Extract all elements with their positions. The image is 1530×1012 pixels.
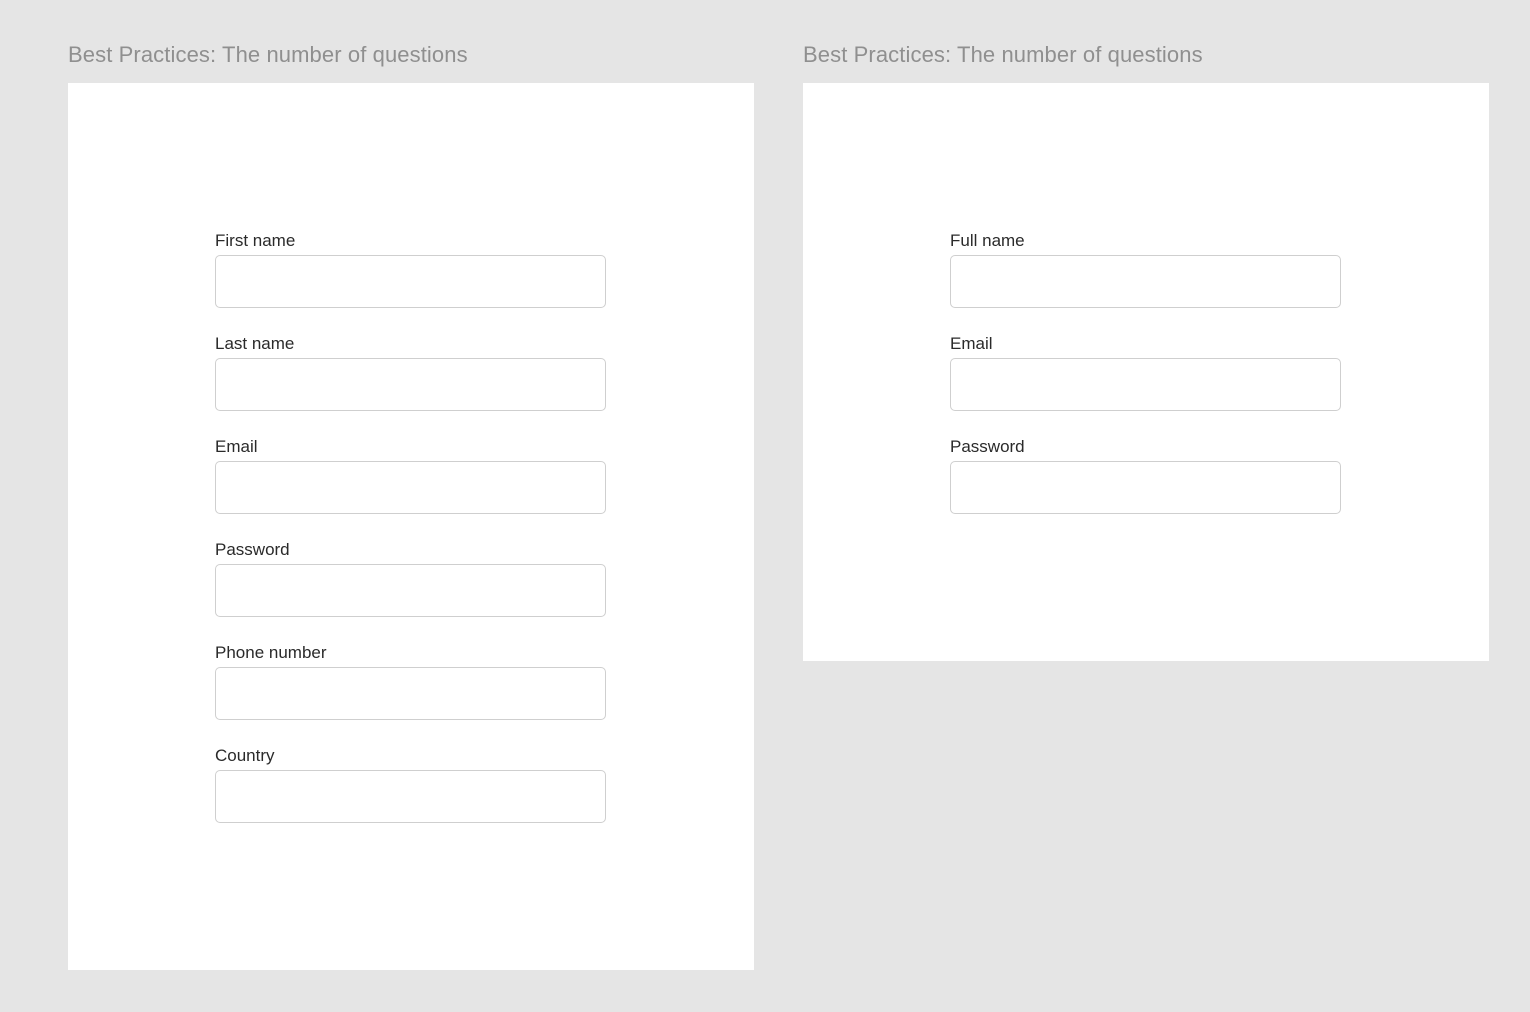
full-name-input[interactable] bbox=[950, 255, 1341, 308]
short-signup-form bbox=[950, 231, 1341, 540]
email-input[interactable] bbox=[950, 358, 1341, 411]
first-name-label: First name bbox=[215, 231, 296, 250]
country-input[interactable] bbox=[215, 770, 606, 823]
left-frame bbox=[68, 83, 754, 970]
password-input[interactable] bbox=[950, 461, 1341, 514]
password-label: Password bbox=[950, 437, 1025, 456]
country-field bbox=[215, 746, 606, 849]
email-field bbox=[215, 437, 606, 540]
last-name-input[interactable] bbox=[215, 358, 606, 411]
right-frame bbox=[803, 83, 1489, 661]
password-label: Password bbox=[215, 540, 290, 559]
last-name-field bbox=[215, 334, 606, 437]
left-frame-title: Best Practices: The number of questions bbox=[68, 42, 468, 67]
last-name-label: Last name bbox=[215, 334, 295, 353]
phone-number-input[interactable] bbox=[215, 667, 606, 720]
email-label: Email bbox=[215, 437, 258, 456]
password-field bbox=[950, 437, 1341, 540]
password-field bbox=[215, 540, 606, 643]
first-name-input[interactable] bbox=[215, 255, 606, 308]
long-signup-form bbox=[215, 231, 606, 849]
email-field bbox=[950, 334, 1341, 437]
first-name-field bbox=[215, 231, 606, 334]
email-input[interactable] bbox=[215, 461, 606, 514]
password-input[interactable] bbox=[215, 564, 606, 617]
full-name-label: Full name bbox=[950, 231, 1025, 250]
email-label: Email bbox=[950, 334, 993, 353]
full-name-field bbox=[950, 231, 1341, 334]
phone-number-label: Phone number bbox=[215, 643, 327, 662]
country-label: Country bbox=[215, 746, 275, 765]
phone-number-field bbox=[215, 643, 606, 746]
right-frame-title: Best Practices: The number of questions bbox=[803, 42, 1203, 67]
